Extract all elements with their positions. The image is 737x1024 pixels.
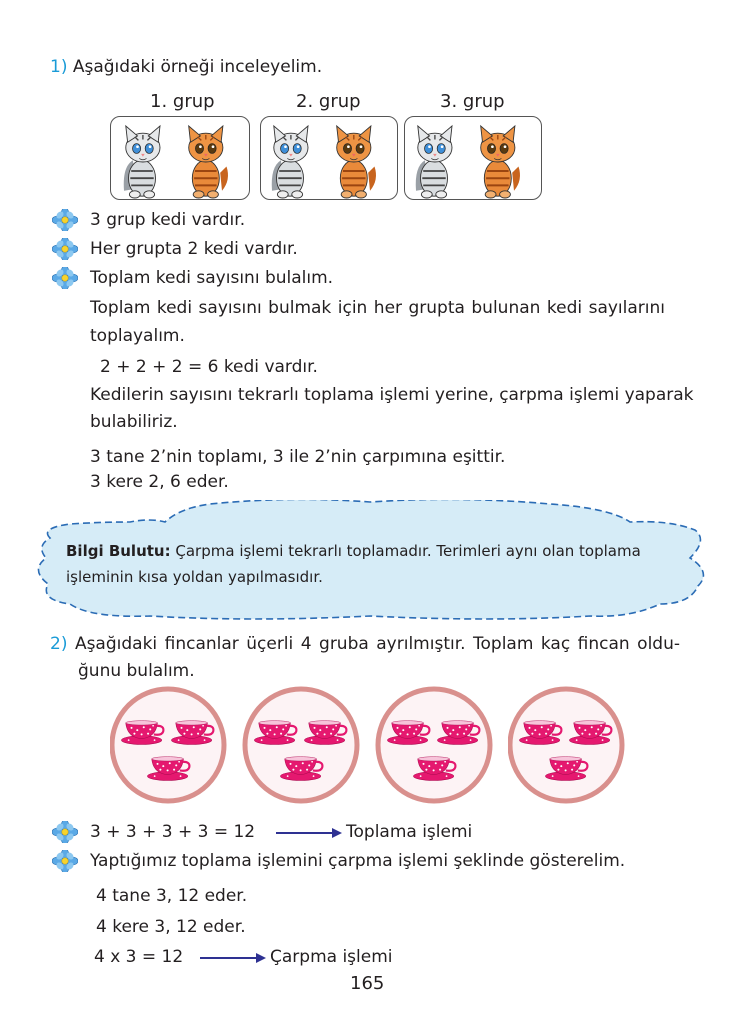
multiplication-label: Çarpma işlemi xyxy=(270,947,393,967)
cat-group-box xyxy=(260,116,398,200)
flower-bullet-icon xyxy=(52,821,78,843)
flower-bullet-icon xyxy=(52,850,78,872)
bullet-text: Her grupta 2 kedi vardır. xyxy=(90,239,298,259)
addition-equation: 3 + 3 + 3 + 3 = 12 xyxy=(90,822,256,842)
exercise-intro: Aşağıdaki örneği inceleyelim. xyxy=(72,57,323,77)
exercise-2-line-2: ğunu bulalım. xyxy=(78,661,195,681)
bullet-text: Yaptığımız toplama işlemini çarpma işlemi şeklinde gösterelim. xyxy=(90,851,626,871)
info-cloud-title: Bilgi Bulutu: xyxy=(66,542,171,560)
info-cloud-text: Çarpma işlemi tekrarlı toplamadır. Terimleri aynı olan toplama xyxy=(175,542,641,560)
paragraph-line: bulabiliriz. xyxy=(90,412,178,432)
paragraph-line: Kedilerin sayısını tekrarlı toplama işlemi yerine, çarpma işlemi yaparak xyxy=(90,385,694,405)
plate xyxy=(508,686,628,804)
statement-line: 3 tane 2’nin toplamı, 3 ile 2’nin çarpımına eşittir. xyxy=(90,447,506,467)
bullet-text: Toplam kedi sayısını bulalım. xyxy=(90,268,334,288)
exercise-2-line-1 xyxy=(50,633,680,655)
group-label-1: 1. grup xyxy=(150,91,215,112)
equation: 2 + 2 + 2 = 6 kedi vardır. xyxy=(100,357,318,377)
cat-icon xyxy=(416,126,452,198)
cat-icon xyxy=(481,126,520,198)
statement-line: 4 kere 3, 12 eder. xyxy=(96,917,246,937)
multiplication-equation: 4 x 3 = 12 xyxy=(94,947,184,967)
exercise-question: Aşağıdaki fincanlar üçerli 4 gruba ayrılmıştır. Toplam kaç fincan oldu- xyxy=(74,634,680,654)
exercise-number: 2) xyxy=(50,634,68,654)
arrow-right-icon xyxy=(200,951,266,965)
exercise-1-heading xyxy=(50,56,322,78)
exercise-number: 1) xyxy=(50,57,68,77)
bullet-text: 3 grup kedi vardır. xyxy=(90,210,246,230)
cat-icon xyxy=(189,126,228,198)
cat-group-box xyxy=(110,116,250,200)
statement-line: 3 kere 2, 6 eder. xyxy=(90,472,229,492)
paragraph-line: Toplam kedi sayısını bulmak için her grupta bulunan kedi sayılarını xyxy=(90,298,665,318)
plate xyxy=(378,689,490,801)
group-label-2: 2. grup xyxy=(296,91,361,112)
paragraph-line: toplayalım. xyxy=(90,326,185,346)
group-label-3: 3. grup xyxy=(440,91,505,112)
cat-icon xyxy=(337,126,376,198)
plate xyxy=(245,689,357,801)
page-number: 165 xyxy=(350,973,385,994)
flower-bullet-icon xyxy=(52,238,78,260)
plate xyxy=(112,689,224,801)
info-cloud-line-2: işleminin kısa yoldan yapılmasıdır. xyxy=(66,568,323,586)
cat-group-box xyxy=(404,116,542,200)
cat-icon xyxy=(272,126,308,198)
info-cloud-line-1 xyxy=(66,540,641,562)
statement-line: 4 tane 3, 12 eder. xyxy=(96,886,248,906)
flower-bullet-icon xyxy=(52,209,78,231)
arrow-right-icon xyxy=(276,826,342,840)
flower-bullet-icon xyxy=(52,267,78,289)
cat-icon xyxy=(124,126,160,198)
teacup-plates xyxy=(110,686,500,804)
addition-label: Toplama işlemi xyxy=(346,822,473,842)
